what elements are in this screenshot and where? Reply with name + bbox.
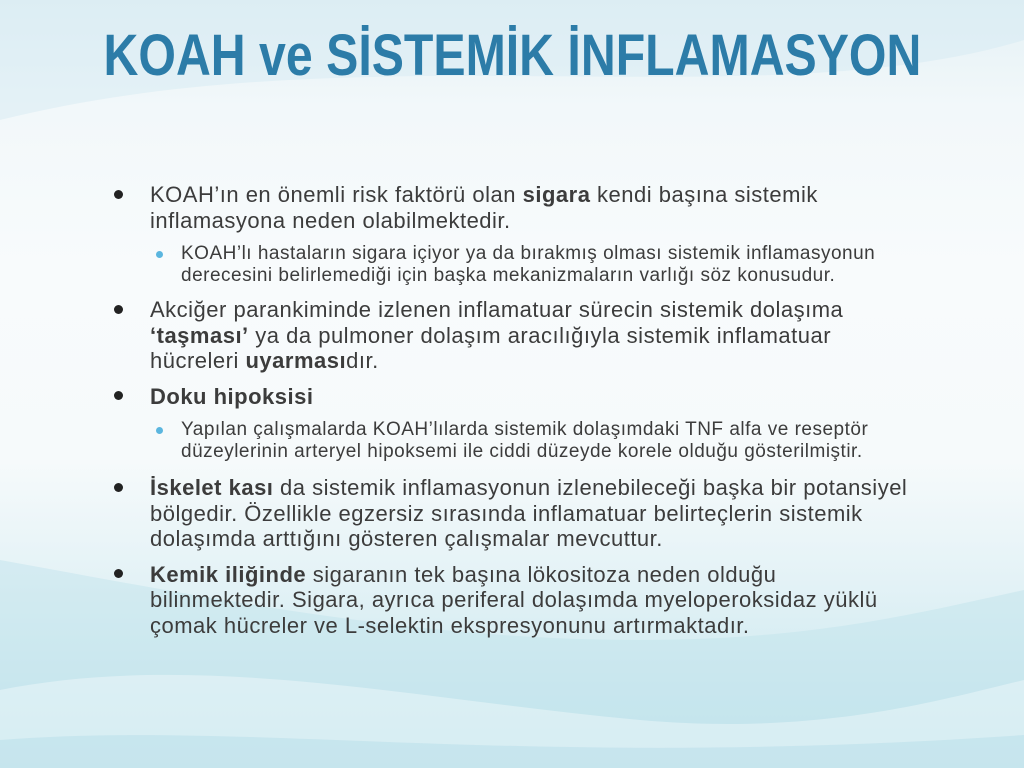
bullet-line [150, 501, 1024, 527]
sub-bullet-item [0, 419, 1024, 463]
sub-bullet-marker [156, 427, 163, 434]
bullet-marker [114, 391, 123, 400]
bullet-text: bilinmektedir. Sigara, ayrıca periferal dolaşımda myeloperoksidaz yüklü [150, 587, 878, 612]
bullet-line [150, 208, 1024, 234]
bullet-line [150, 323, 1024, 349]
bullet-item [0, 562, 1024, 639]
bullet-line [150, 384, 1024, 410]
bullet-item [0, 182, 1024, 233]
bullet-line [150, 562, 1024, 588]
sub-bullet-line [181, 441, 1024, 463]
bullet-text: çomak hücreler ve L-selektin ekspresyonunu artırmaktadır. [150, 612, 750, 638]
bullet-item [0, 475, 1024, 552]
bullet-line [150, 297, 1024, 323]
sub-bullet-item [0, 243, 1024, 287]
bullet-text-bold: sigara [522, 182, 591, 207]
bullet-text: Akciğer parankiminde izlenen inflamatuar sürecin sistemik dolaşıma [150, 297, 844, 322]
bullet-text: dır. [346, 348, 379, 373]
bullet-text-bold: İskelet kası [150, 475, 274, 500]
sub-bullet-text: düzeylerinin arteryel hipoksemi ile ciddi düzeyde korele olduğu gösterilmiştir. [181, 441, 863, 462]
slide-title: KOAH ve SİSTEMİK İNFLAMASYON [103, 23, 921, 88]
bullet-line [150, 182, 1024, 208]
bullet-text: dolaşımda arttığını gösteren çalışmalar mevcuttur. [150, 526, 663, 551]
bullet-marker [114, 569, 123, 578]
bullet-text: bölgedir. Özellikle egzersiz sırasında inflamatuar belirteçlerin sistemik [150, 500, 863, 526]
bullet-item [0, 384, 1024, 410]
bullet-line [150, 587, 1024, 613]
bullet-line [150, 475, 1024, 501]
sub-bullet-line [181, 265, 1024, 287]
bullet-text-bold: Doku hipoksisi [150, 383, 314, 409]
bullet-text: sigaranın tek başına lökositoza neden olduğu [306, 561, 777, 587]
bullet-marker [114, 483, 123, 492]
slide-title-container [0, 23, 1024, 88]
bullet-text: inflamasyona neden olabilmektedir. [150, 207, 511, 233]
sub-bullet-line [181, 243, 1024, 265]
bullet-text: hücreleri [150, 348, 246, 373]
sub-bullet-text: KOAH’lı hastaların sigara içiyor ya da bırakmış olması sistemik inflamasyonun [181, 243, 876, 264]
bullet-text: da sistemik inflamasyonun izlenebileceği başka bir potansiyel [273, 475, 908, 500]
bullet-text-bold: uyarması [245, 348, 347, 373]
bullet-line [150, 526, 1024, 552]
bullet-text: kendi başına sistemik [590, 182, 818, 207]
bullet-text-bold: Kemik iliğinde [150, 561, 307, 587]
bullet-line [150, 348, 1024, 374]
bullet-marker [114, 190, 123, 199]
bullet-text: ya da pulmoner dolaşım aracılığıyla sistemik inflamatuar [248, 322, 832, 348]
bullet-marker [114, 305, 123, 314]
bullet-text-bold: ‘taşması’ [150, 322, 249, 348]
bullet-list [0, 182, 1024, 638]
bullet-text: KOAH’ın en önemli risk faktörü olan [150, 182, 523, 207]
sub-bullet-text: derecesini belirlemediği için başka mekanizmaların varlığı söz konusudur. [181, 265, 836, 286]
sub-bullet-text: Yapılan çalışmalarda KOAH’lılarda sistemik dolaşımdaki TNF alfa ve reseptör [181, 419, 869, 440]
sub-bullet-line [181, 419, 1024, 441]
sub-bullet-marker [156, 251, 163, 258]
bullet-line [150, 613, 1024, 639]
bullet-item [0, 297, 1024, 374]
